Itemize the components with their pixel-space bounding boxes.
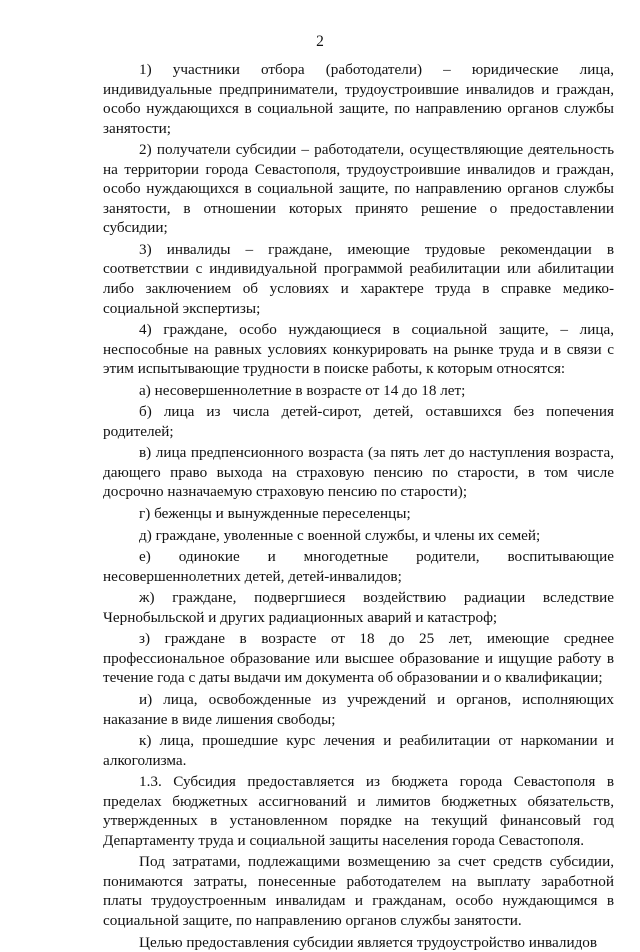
paragraph-vulnerable-citizens: 4) граждане, особо нуждающиеся в социальной защите, – лица, неспособные на равных условиях конкурировать на рынке труда и в связи с этим испытывающие трудности в поиске работы, к которым относятся: bbox=[103, 321, 614, 378]
list-item-b: б) лица из числа детей-сирот, детей, оставшихся без попечения родителей; bbox=[103, 403, 614, 440]
paragraph-subsidy-budget: 1.3. Субсидия предоставляется из бюджета города Севастополя в пределах бюджетных ассигнований и лимитов бюджетных обязательств, утвержденных в установленном порядке на текущий финансовый год Департаменту труда и социальной защиты населения города Севастополя. bbox=[103, 773, 614, 849]
page-number: 2 bbox=[316, 33, 324, 50]
list-item-a: а) несовершеннолетние в возрасте от 14 до 18 лет; bbox=[139, 381, 466, 399]
list-item-zh: ж) граждане, подвергшиеся воздействию радиации вследствие Чернобыльской и других радиационных аварий и катастроф; bbox=[103, 589, 614, 626]
paragraph-subsidy-purpose: Целью предоставления субсидии является трудоустройство инвалидов bbox=[139, 933, 598, 951]
list-item-e: е) одинокие и многодетные родители, воспитывающие несовершеннолетних детей, детей-инвалидов; bbox=[103, 548, 614, 585]
list-item-k: к) лица, прошедшие курс лечения и реабилитации от наркомании и алкоголизма. bbox=[103, 732, 614, 769]
list-item-v: в) лица предпенсионного возраста (за пять лет до наступления возраста, дающего право выхода на страховую пенсию по старости, в том числе досрочно назначаемую страховую пенсию по старости); bbox=[103, 444, 614, 501]
document-body bbox=[103, 60, 614, 952]
paragraph-recipients: 2) получатели субсидии – работодатели, осуществляющие деятельность на территории города Севастополя, трудоустроившие инвалидов и граждан, особо нуждающихся в социальной защите, по направлению органов службы занятости, в отношении которых принято решение о предоставлении субсидии; bbox=[103, 141, 614, 237]
list-item-i: и) лица, освобожденные из учреждений и органов, исполняющих наказание в виде лишения свободы; bbox=[103, 690, 614, 728]
paragraph-disabled-persons: 3) инвалиды – граждане, имеющие трудовые рекомендации в соответствии с индивидуальной программой реабилитации или абилитации либо заключением об условиях и характере труда в справке медико-социальной экспертизы; bbox=[103, 240, 614, 317]
list-item-g: г) беженцы и вынужденные переселенцы; bbox=[139, 505, 411, 523]
list-item-d: д) граждане, уволенные с военной службы, и члены их семей; bbox=[139, 526, 541, 544]
list-item-z: з) граждане в возрасте от 18 до 25 лет, имеющие среднее профессиональное образование или высшее образование и ищущие работу в течение года с даты выдачи им документа об образовании и о квалификации; bbox=[103, 630, 614, 687]
paragraph-participants: 1) участники отбора (работодатели) – юридические лица, индивидуальные предприниматели, трудоустроившие инвалидов и граждан, особо нуждающихся в социальной защите, по направлению органов службы занятости; bbox=[103, 61, 614, 137]
paragraph-reimbursable-costs: Под затратами, подлежащими возмещению за счет средств субсидии, понимаются затраты, понесенные работодателем на выплату заработной платы трудоустроенным инвалидам и гражданам, особо нуждающимся в социальной защите, по направлению органов службы занятости. bbox=[103, 853, 614, 929]
